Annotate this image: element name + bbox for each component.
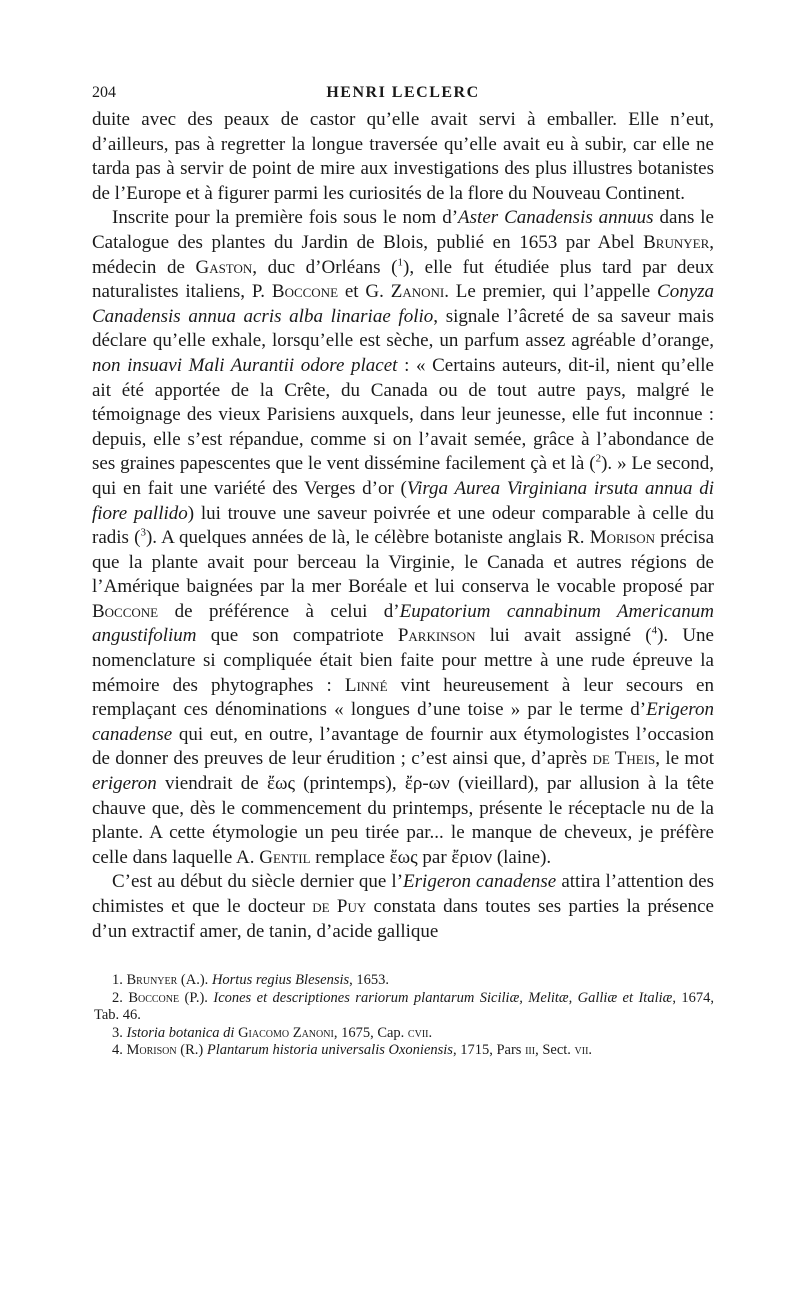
footnotes <box>92 972 714 1060</box>
footnote-ref-3: 3 <box>140 526 146 539</box>
footnote-3: 3. Istoria botanica di Giacomo Zanoni, 1675, Cap. cvii. <box>112 1024 433 1041</box>
book-page <box>92 78 714 1060</box>
body-text <box>92 108 714 944</box>
footnote-1: 1. Brunyer (A.). Hortus regius Blesensis, 1653. <box>112 972 390 989</box>
footnote-ref-1: 1 <box>397 256 403 269</box>
footnote-2: 2. Boccone (P.). Icones et descriptiones rariorum plantarum Siciliæ, Melitæ, Galliæ et Italiæ, 1674, Tab. 46. <box>94 989 714 1024</box>
footnote-4: 4. Morison (R.) Plantarum historia universalis Oxoniensis, 1715, Pars iii, Sect. vii. <box>112 1042 593 1059</box>
paragraph-1: duite avec des peaux de castor qu’elle avait servi à emballer. Elle n’eut, d’ailleurs, pas à regretter la longue traversée qu’elle avait eu à subir, car elle ne tarda pas à servir de point de mire aux investigations des plus illustres botanistes de l’Europe et à figurer parmi les curiosités de la flore du Nouveau Continent. <box>92 109 714 204</box>
paragraph-2: Inscrite pour la première fois sous le nom d’Aster Canadensis annuus dans le Catalogue des plantes du Jardin de Blois, publié en 1653 par Abel Brunyer, médecin de Gaston, duc d’Orléans ($^1$), elle fut étudiée plus tard par deux naturalistes italiens, P. Boccone et G. Zanoni. Le premier, qui l’appelle Conyza Canadensis annua acris alba linariae folio, signale l’âcreté de sa saveur mais déclare qu’elle exhale, lorsqu’elle est sèche, un parfum assez agréable d’orange, non insuavi Mali Aurantii odore placet : « Certains auteurs, dit-il, nient qu’elle ait été apportée de la Crête, du Canada ou de tout autre pays, malgré le témoignage des vieux Parisiens auxquels, dans leur jeunesse, elle fut inconnue : depuis, elle s’est répandue, comme si on l’avait semée, grâce à l’abondance de ses graines papescentes que le vent dissémine facilement çà et là ($^2$). » Le second, qui en fait une variété des Verges d’or (Virga Aurea Virginiana irsuta annua di fiore pallido) lui trouve une saveur poivrée et une odeur comparable à celle du radis ($^3$). A quelques années de là, le célèbre botaniste anglais R. Morison précisa que la plante avait pour berceau la Virginie, le Canada et autres régions de l’Amérique baignées par la mer Boréale et lui conserva le vocable proposé par Boccone de préférence à celui d’Eupatorium cannabinum Americanum angustifolium que son compatriote Parkinson lui avait assigné ($^4$). Une nomenclature si compliquée était bien faite pour mettre à une rude épreuve la mémoire des phytographes : Linné vint heureusement à leur secours en remplaçant ces dénominations « longues d’une toise » par le terme d’Erigeron canadense qui eut, en outre, l’avantage de fournir aux étymologistes l’occasion de donner des preuves de leur érudition ; c’est ainsi que, d’après de Theis, le mot erigeron viendrait de ἔως (printemps), ἔρ-ων (vieillard), par allusion à la tête chauve que, dès le commencement du printemps, présente le réceptacle nu de la plante. A cette étymologie un peu tirée par... le manque de cheveux, je préfère celle dans laquelle A. Gentil remplace ἔως par ἔριον (laine). <box>92 207 715 868</box>
running-title: HENRI LECLERC <box>326 84 480 101</box>
page-number: 204 <box>92 84 116 101</box>
page-header <box>92 78 714 108</box>
footnote-ref-2: 2 <box>595 452 602 465</box>
paragraph-3: C’est au début du siècle dernier que l’Erigeron canadense attira l’attention des chimistes et que le docteur de Puy constata dans toutes ses parties la présence d’un extractif amer, de tanin, d’acide gallique <box>92 871 714 942</box>
footnote-ref-4: 4 <box>651 625 658 638</box>
